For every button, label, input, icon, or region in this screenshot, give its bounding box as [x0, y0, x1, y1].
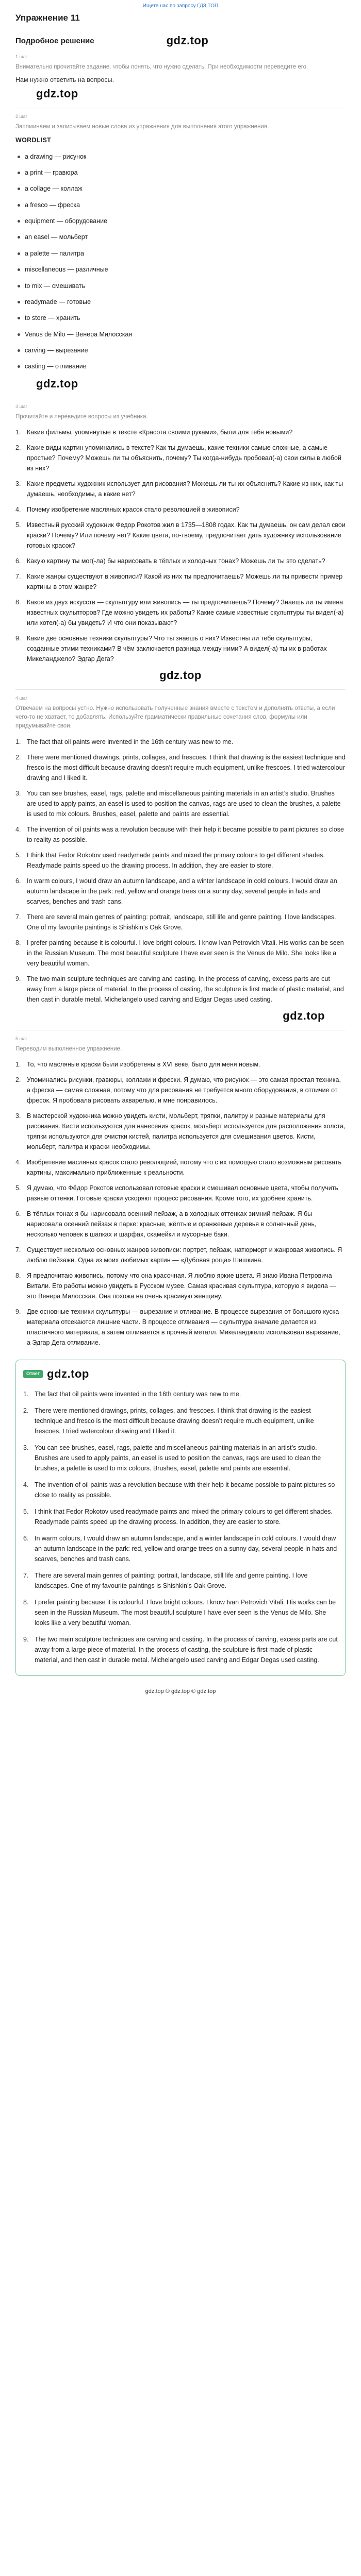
- list-item: 1. То, что масляные краски были изобретены в XVI веке, было для меня новым.: [15, 1060, 260, 1068]
- list-item: 2. Какие виды картин упоминались в тексте? Как ты думаешь, какие техники самые сложные, а самые простые? Почему? Можешь ли ты объяснить, почему? Ты когда-нибудь пробовал(-а) свои силы в любой из них?: [15, 444, 341, 472]
- vocab-item: readymade — готовые: [15, 294, 346, 310]
- list-item: 6. In warm colours, I would draw an autumn landscape, and a winter landscape in cold colours. I would draw an autumn landscape in the park: red, yellow and orange trees on a sunny day, several people in hats and scarves, benches and trash cans.: [23, 1534, 337, 1563]
- vocab-item: to store — хранить: [15, 310, 346, 326]
- list-item: 8. Я предпочитаю живопись, потому что она красочная. Я люблю яркие цвета. Я знаю Ивана Петровича Витали. Его работы можно увидеть в Русском музее. Самая красивая скульптура, которую я видела — это Венера Милосская. Она похожа на очень красивую женщину.: [15, 1272, 336, 1300]
- list-item: 4. Изобретение масляных красок стало революцией, потому что с их помощью стало возможным рисовать картины, максимально приближенные к реальности.: [15, 1158, 341, 1176]
- list-item: 7. Существует несколько основных жанров живописи: портрет, пейзаж, натюрморт и жанровая живопись. Я люблю пейзажи. Одна из моих любимых картин — «Дубовая роща» Шишкина.: [15, 1246, 342, 1264]
- vocab-item: miscellaneous — различные: [15, 262, 346, 278]
- step-5: [15, 1036, 346, 1350]
- step-instruction: Переводим выполненное упражнение.: [15, 1045, 122, 1052]
- vocab-item: a fresco — фреска: [15, 197, 346, 213]
- step-label: 5 шаг: [15, 1036, 28, 1041]
- top-search-link[interactable]: Ищете нас по запросу ГДЗ ТОП: [142, 3, 219, 9]
- list-item: 6. Какую картину ты мог(-ла) бы нарисовать в тёплых и холодных тонах? Можешь ли ты это сделать?: [15, 557, 325, 565]
- answer-list-en: [15, 734, 346, 1007]
- watermark: gdz.top: [36, 87, 78, 100]
- list-item: 7. There are several main genres of painting: portrait, landscape, still life and genre painting. I love landscapes. One of my favourite paintings is Shishkin’s Oak Grove.: [15, 913, 336, 931]
- list-item: 9. Какие две основные техники скульптуры? Что ты знаешь о них? Известны ли тебе скульптуры, созданные этими техниками? В чём заключается разница между ними? А видел(-а) ты их в работах Микеланджело? Эдгар Дега?: [15, 635, 327, 663]
- list-item: 1. Какие фильмы, упомянутые в тексте «Красота своими руками», были для тебя новыми?: [15, 429, 293, 436]
- step-1: [15, 54, 346, 85]
- answer-block: [15, 1360, 346, 1676]
- list-item: 4. Почему изобретение масляных красок стало революцией в живописи?: [15, 506, 240, 513]
- list-item: 8. I prefer painting because it is colourful. I love bright colours. I know Ivan Petrovich Vitali. His works can be seen in the Russian Museum. The most beautiful sculpture I have ever seen is the Venus de Milo. She looks like a very beautiful woman.: [15, 939, 344, 967]
- vocab-item: an easel — мольберт: [15, 229, 346, 245]
- list-item: 9. Две основные техники скульптуры — вырезание и отливание. В процессе вырезания от большого куска материала отсекаются лишние части. В процессе отливания — скульптура вначале делается из пластичного материала, а затем отливается в прочный металл. Микеланджело использовал вырезание, а Эдгар Дега отливание.: [15, 1308, 340, 1346]
- list-item: 3. В мастерской художника можно увидеть кисти, мольберт, тряпки, палитру и разные материалы для рисования. Кисти используются для нанесения красок, мольберт используется для расположения холста, тряпки используются для очистки кистей, палитра используется для смешивания цветов. Кисти, мольберт, палитра и краски необходимы.: [15, 1112, 346, 1150]
- answer-list-ru: [15, 1057, 346, 1350]
- step-3: [15, 403, 346, 667]
- question-list: [15, 425, 346, 667]
- vocab-item: to mix — смешивать: [15, 278, 346, 294]
- list-item: 4. The invention of oil paints was a revolution because with their help it became possible to paint pictures so close to reality as possible.: [23, 1481, 335, 1499]
- list-item: 5. I think that Fedor Rokotov used readymade paints and mixed the primary colours to get different shades. Readymade paints speed up the drawing process. In addition, they are easier to store.: [15, 851, 325, 869]
- watermark: gdz.top: [47, 1367, 89, 1380]
- vocab-item: a collage — коллаж: [15, 181, 346, 197]
- step-label: 4 шаг: [15, 696, 28, 701]
- step-instruction: Отвечаем на вопросы устно. Нужно использовать полученные знания вместе с текстом и дополнять ответы, а если чего-то не хватает, то добавлять. Используйте грамматически правильные сочетания слов, формулы или придумывайте свои.: [15, 705, 335, 730]
- exercise-title: Упражнение 11: [15, 13, 80, 23]
- step-label: 3 шаг: [15, 403, 28, 409]
- list-item: 5. Я думаю, что Фёдор Рокотов использовал готовые краски и смешивал основные цвета, чтобы получить разные оттенки. Готовые краски ускоряют процесс рисования. Кроме того, их удобнее хранить.: [15, 1184, 338, 1202]
- watermark: gdz.top: [166, 34, 209, 47]
- vocab-item: carving — вырезание: [15, 343, 346, 359]
- list-item: 9. The two main sculpture techniques are carving and casting. In the process of carving, excess parts are cut away from a large piece of material. In the process of casting, the sculpture is first made of plastic material, and then cast in durable metal. Michelangelo used carving and Edgar Degas used casting.: [15, 975, 344, 1003]
- list-item: 2. Упоминались рисунки, гравюры, коллажи и фрески. Я думаю, что рисунок — это самая простая техника, а фреска — самая сложная, потому что для рисования не требуется много оборудования, в отличие от фресок. Я пробовала рисовать акварелью, и мне понравилось.: [15, 1076, 341, 1104]
- list-item: 7. Какие жанры существуют в живописи? Какой из них ты предпочитаешь? Можешь ли ты привести пример картины в этом жанре?: [15, 573, 343, 590]
- answer-badge: Ответ: [23, 1370, 43, 1378]
- solution-header: [15, 32, 346, 49]
- solution-title: Подробное решение: [15, 36, 94, 45]
- list-item: 3. You can see brushes, easel, rags, palette and miscellaneous painting materials in an artist’s studio. Brushes are used to apply paints, an easel is used to position the canvas, rags are used to clean the brushes, a palette is used to mix colours. Brushes, easel, palette and paints are essential.: [15, 789, 341, 818]
- divider: [15, 689, 346, 690]
- watermark: gdz.top: [159, 669, 202, 682]
- step-label: 2 шаг: [15, 114, 28, 119]
- step-4: [15, 695, 346, 1007]
- vocab-item: a palette — палитра: [15, 246, 346, 262]
- vocab-item: casting — отливание: [15, 359, 346, 375]
- list-item: 6. In warm colours, I would draw an autumn landscape, and a winter landscape in cold colours. I would draw an autumn landscape in the park: red, yellow and orange trees on a sunny day, several people in hats and scarves, benches and trash cans.: [15, 877, 337, 905]
- list-item: 8. I prefer painting because it is colourful. I love bright colours. I know Ivan Petrovich Vitali. His works can be seen in the Russian Museum. The most beautiful sculpture I have ever seen is the Venus de Milo. She looks like a very beautiful woman.: [23, 1598, 336, 1626]
- watermark: gdz.top: [283, 1009, 325, 1022]
- list-item: 8. Какое из двух искусств — скульптуру или живопись — ты предпочитаешь? Почему? Знаешь ли ты имена известных скульпторов? Где можно увидеть их работы? Какие самые известные скульптуры ты видел(-а) или хотел(-а) бы увидеть? И что они показывают?: [15, 599, 344, 626]
- list-item: 1. The fact that oil paints were invented in the 16th century was new to me.: [15, 738, 234, 745]
- list-item: 5. Известный русский художник Федор Рокотов жил в 1735—1808 годах. Как ты думаешь, он сам делал свои краски? Почему? Или почему нет? Какие цвета, по-твоему, предпочитает дать художнику использование готовых красок?: [15, 521, 346, 549]
- vocab-item: equipment — оборудование: [15, 213, 346, 229]
- vocab-list: [15, 149, 346, 375]
- list-item: 3. Какие предметы художник использует для рисования? Можешь ли ты их объяснить? Какие из них, как ты думаешь, необходимы, а какие нет?: [15, 480, 343, 498]
- vocab-item: a print — гравюра: [15, 165, 346, 181]
- list-item: 7. There are several main genres of painting: portrait, landscape, still life and genre painting. I love landscapes. One of my favourite paintings is Shishkin’s Oak Grove.: [23, 1571, 308, 1589]
- step-instruction: Внимательно прочитайте задание, чтобы понять, что нужно сделать. При необходимости переведите его.: [15, 64, 308, 71]
- list-item: 6. В тёплых тонах я бы нарисовала осенний пейзаж, а в холодных оттенках зимний пейзаж. Я бы нарисовала осенний пейзаж в парке: красные, жёлтые и оранжевые деревья в солнечный день, несколько человек в шапках и шарфах, скамейки и мусорные баки.: [15, 1210, 317, 1238]
- list-item: 2. There were mentioned drawings, prints, collages, and frescoes. I think that drawing is the easiest technique and fresco is the most difficult because drawing doesn’t require much equipment, unlike frescoes. I tried watercolour drawing and I liked it.: [23, 1406, 314, 1435]
- answer-list-final: [23, 1386, 338, 1668]
- list-item: 9. The two main sculpture techniques are carving and casting. In the process of carving, excess parts are cut away from a large piece of material. In the process of casting, the sculpture is first made of plastic material, and then cast in durable metal. Michelangelo used carving and Edgar Degas used casting.: [23, 1635, 338, 1664]
- list-item: 1. The fact that oil paints were invented in the 16th century was new to me.: [23, 1390, 241, 1398]
- step-text: Нам нужно ответить на вопросы.: [15, 76, 114, 83]
- watermark: gdz.top: [36, 377, 78, 390]
- step-instruction: Запоминаем и записываем новые слова из упражнения для выполнения этого упражнения.: [15, 123, 269, 130]
- list-item: 5. I think that Fedor Rokotov used readymade paints and mixed the primary colours to get different shades. Readymade paints speed up the drawing process. In addition, they are easier to store.: [23, 1507, 333, 1526]
- footer: gdz.top © gdz.top © gdz.top: [145, 1688, 216, 1694]
- wordlist-heading: WORDLIST: [15, 137, 52, 144]
- vocab-item: a drawing — рисунок: [15, 149, 346, 165]
- list-item: 2. There were mentioned drawings, prints, collages, and frescoes. I think that drawing is the easiest technique and fresco is the most difficult because drawing doesn’t require much equipment, unlike frescoes. I tried watercolour drawing and I liked it.: [15, 753, 346, 782]
- list-item: 4. The invention of oil paints was a revolution because with their help it became possible to paint pictures so close to reality as possible.: [15, 825, 344, 843]
- list-item: 3. You can see brushes, easel, rags, palette and miscellaneous painting materials in an artist’s studio. Brushes are used to apply paints, an easel is used to position the canvas, rags are used to clean the brushes, a palette is used to mix colours. Brushes, easel, palette and paints are essential.: [23, 1444, 321, 1472]
- answer-header: [23, 1365, 338, 1383]
- step-instruction: Прочитайте и переведите вопросы из учебника.: [15, 413, 148, 420]
- vocab-item: Venus de Milo — Венера Милосская: [15, 327, 346, 343]
- step-2: [15, 113, 346, 375]
- step-label: 1 шаг: [15, 54, 28, 60]
